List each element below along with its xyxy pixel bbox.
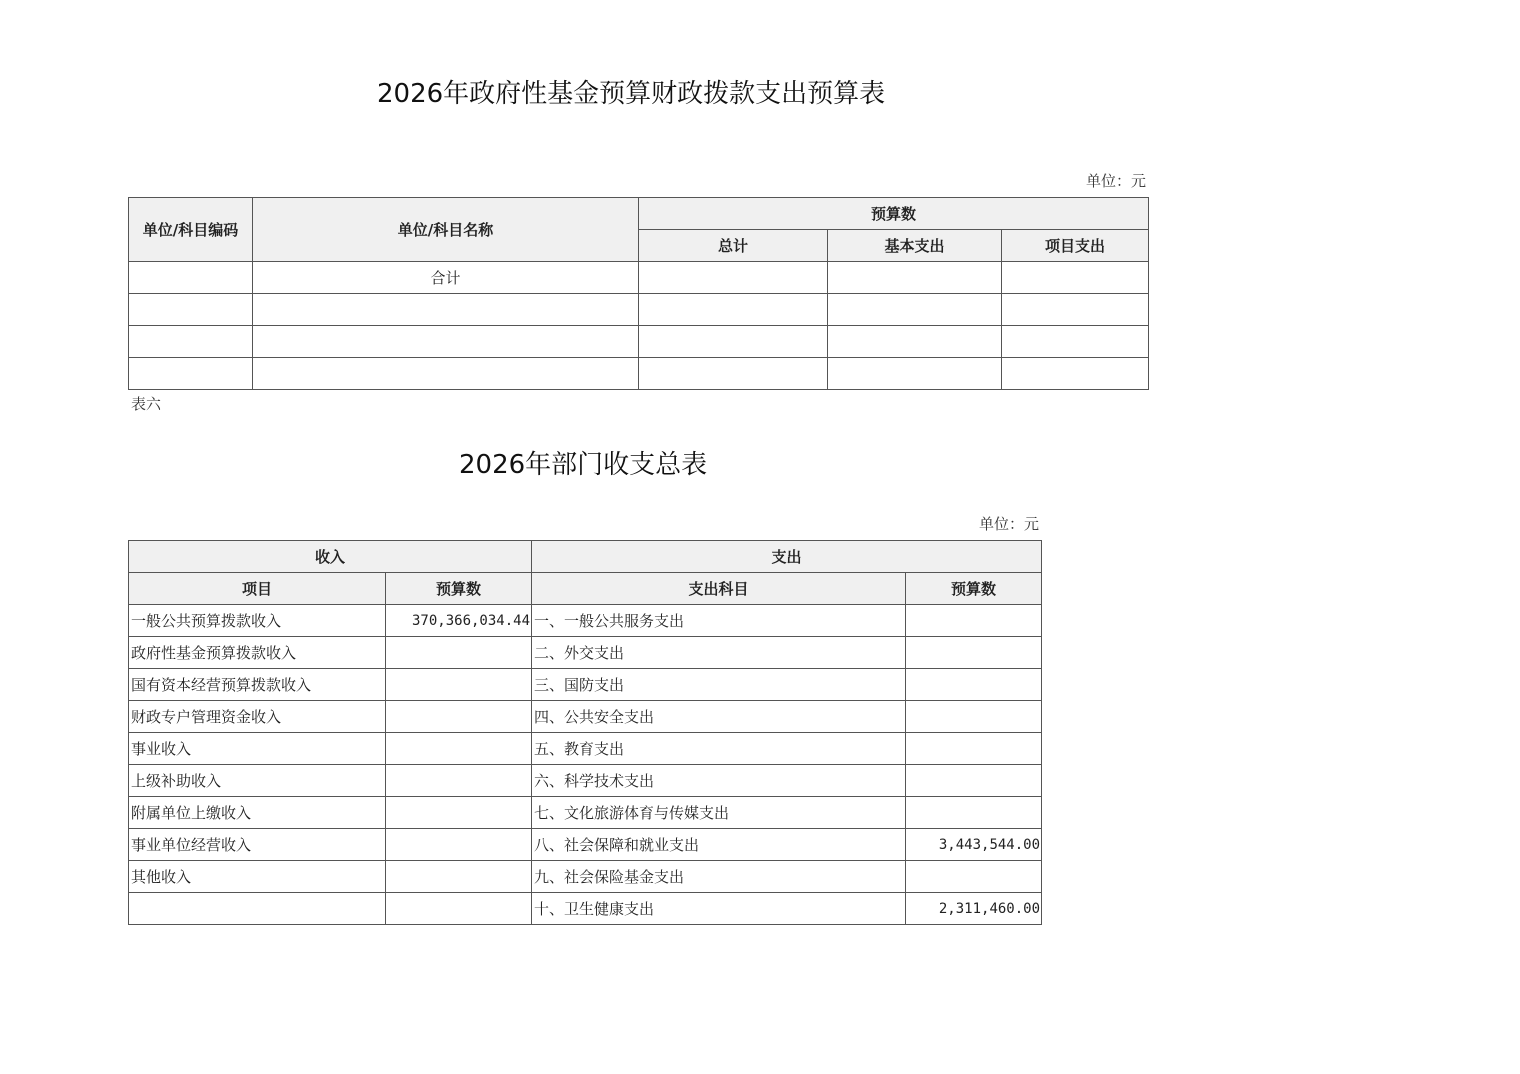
cell-income-item: 上级补助收入 xyxy=(129,765,386,797)
cell-total xyxy=(639,294,828,326)
table-row xyxy=(129,294,1149,326)
cell-expense-subject: 六、科学技术支出 xyxy=(532,765,906,797)
table-row xyxy=(129,765,1042,797)
cell-expense-subject: 二、外交支出 xyxy=(532,637,906,669)
header-total: 总计 xyxy=(639,230,828,262)
cell-total xyxy=(639,262,828,294)
cell-project xyxy=(1002,294,1149,326)
table-row xyxy=(129,326,1149,358)
cell-expense-subject: 四、公共安全支出 xyxy=(532,701,906,733)
header-basic: 基本支出 xyxy=(828,230,1002,262)
table-label: 表六 xyxy=(131,395,162,413)
cell-basic xyxy=(828,326,1002,358)
table-row xyxy=(129,605,1042,637)
cell-code xyxy=(129,358,253,390)
header-name: 单位/科目名称 xyxy=(253,198,639,262)
header-expense-subject: 支出科目 xyxy=(532,573,906,605)
cell-income-amount xyxy=(386,829,532,861)
cell-code xyxy=(129,294,253,326)
cell-expense-amount xyxy=(906,701,1042,733)
cell-expense-amount xyxy=(906,669,1042,701)
cell-income-amount xyxy=(386,861,532,893)
cell-expense-subject: 一、一般公共服务支出 xyxy=(532,605,906,637)
cell-code xyxy=(129,262,253,294)
cell-expense-amount: 2,311,460.00 xyxy=(906,893,1042,925)
table-row xyxy=(129,733,1042,765)
header-budget: 预算数 xyxy=(639,198,1149,230)
header-income: 收入 xyxy=(129,541,532,573)
cell-income-amount xyxy=(386,637,532,669)
cell-income-item: 政府性基金预算拨款收入 xyxy=(129,637,386,669)
cell-income-amount xyxy=(386,797,532,829)
cell-project xyxy=(1002,326,1149,358)
cell-basic xyxy=(828,294,1002,326)
fund-budget-table xyxy=(128,197,1149,390)
table-header-row xyxy=(129,198,1149,230)
cell-income-amount xyxy=(386,669,532,701)
cell-name xyxy=(253,326,639,358)
cell-income-amount xyxy=(386,765,532,797)
table-row xyxy=(129,797,1042,829)
cell-name xyxy=(253,358,639,390)
unit-label: 单位：元 xyxy=(978,515,1039,533)
header-expense-budget: 预算数 xyxy=(906,573,1042,605)
header-project: 项目支出 xyxy=(1002,230,1149,262)
unit-label: 单位：元 xyxy=(1085,172,1146,190)
cell-project xyxy=(1002,358,1149,390)
cell-expense-amount xyxy=(906,605,1042,637)
cell-name: 合计 xyxy=(253,262,639,294)
cell-expense-amount xyxy=(906,797,1042,829)
cell-income-amount xyxy=(386,893,532,925)
header-item: 项目 xyxy=(129,573,386,605)
cell-income-item: 财政专户管理资金收入 xyxy=(129,701,386,733)
cell-income-item: 一般公共预算拨款收入 xyxy=(129,605,386,637)
cell-expense-amount xyxy=(906,861,1042,893)
table-row xyxy=(129,669,1042,701)
page-title-fund-budget: 2026年政府性基金预算财政拨款支出预算表 xyxy=(377,79,886,109)
table-header-row xyxy=(129,573,1042,605)
table-row xyxy=(129,829,1042,861)
table-row xyxy=(129,262,1149,294)
cell-income-amount xyxy=(386,733,532,765)
table-row xyxy=(129,893,1042,925)
cell-income-amount: 370,366,034.44 xyxy=(386,605,532,637)
cell-basic xyxy=(828,358,1002,390)
table-row xyxy=(129,637,1042,669)
cell-income-item xyxy=(129,893,386,925)
cell-code xyxy=(129,326,253,358)
cell-expense-amount: 3,443,544.00 xyxy=(906,829,1042,861)
table-row xyxy=(129,358,1149,390)
cell-expense-amount xyxy=(906,733,1042,765)
cell-expense-subject: 十、卫生健康支出 xyxy=(532,893,906,925)
cell-total xyxy=(639,326,828,358)
cell-basic xyxy=(828,262,1002,294)
header-expense: 支出 xyxy=(532,541,1042,573)
cell-income-item: 事业收入 xyxy=(129,733,386,765)
cell-income-item: 国有资本经营预算拨款收入 xyxy=(129,669,386,701)
table-row xyxy=(129,701,1042,733)
page-title-dept-summary: 2026年部门收支总表 xyxy=(459,450,708,480)
cell-expense-subject: 五、教育支出 xyxy=(532,733,906,765)
dept-summary-table xyxy=(128,540,1042,925)
cell-expense-subject: 九、社会保险基金支出 xyxy=(532,861,906,893)
cell-income-amount xyxy=(386,701,532,733)
table-row xyxy=(129,861,1042,893)
cell-expense-subject: 八、社会保障和就业支出 xyxy=(532,829,906,861)
cell-name xyxy=(253,294,639,326)
cell-expense-amount xyxy=(906,637,1042,669)
table-header-row xyxy=(129,541,1042,573)
cell-income-item: 事业单位经营收入 xyxy=(129,829,386,861)
cell-total xyxy=(639,358,828,390)
cell-expense-subject: 三、国防支出 xyxy=(532,669,906,701)
cell-expense-amount xyxy=(906,765,1042,797)
header-code: 单位/科目编码 xyxy=(129,198,253,262)
cell-project xyxy=(1002,262,1149,294)
cell-income-item: 附属单位上缴收入 xyxy=(129,797,386,829)
cell-expense-subject: 七、文化旅游体育与传媒支出 xyxy=(532,797,906,829)
cell-income-item: 其他收入 xyxy=(129,861,386,893)
header-income-budget: 预算数 xyxy=(386,573,532,605)
